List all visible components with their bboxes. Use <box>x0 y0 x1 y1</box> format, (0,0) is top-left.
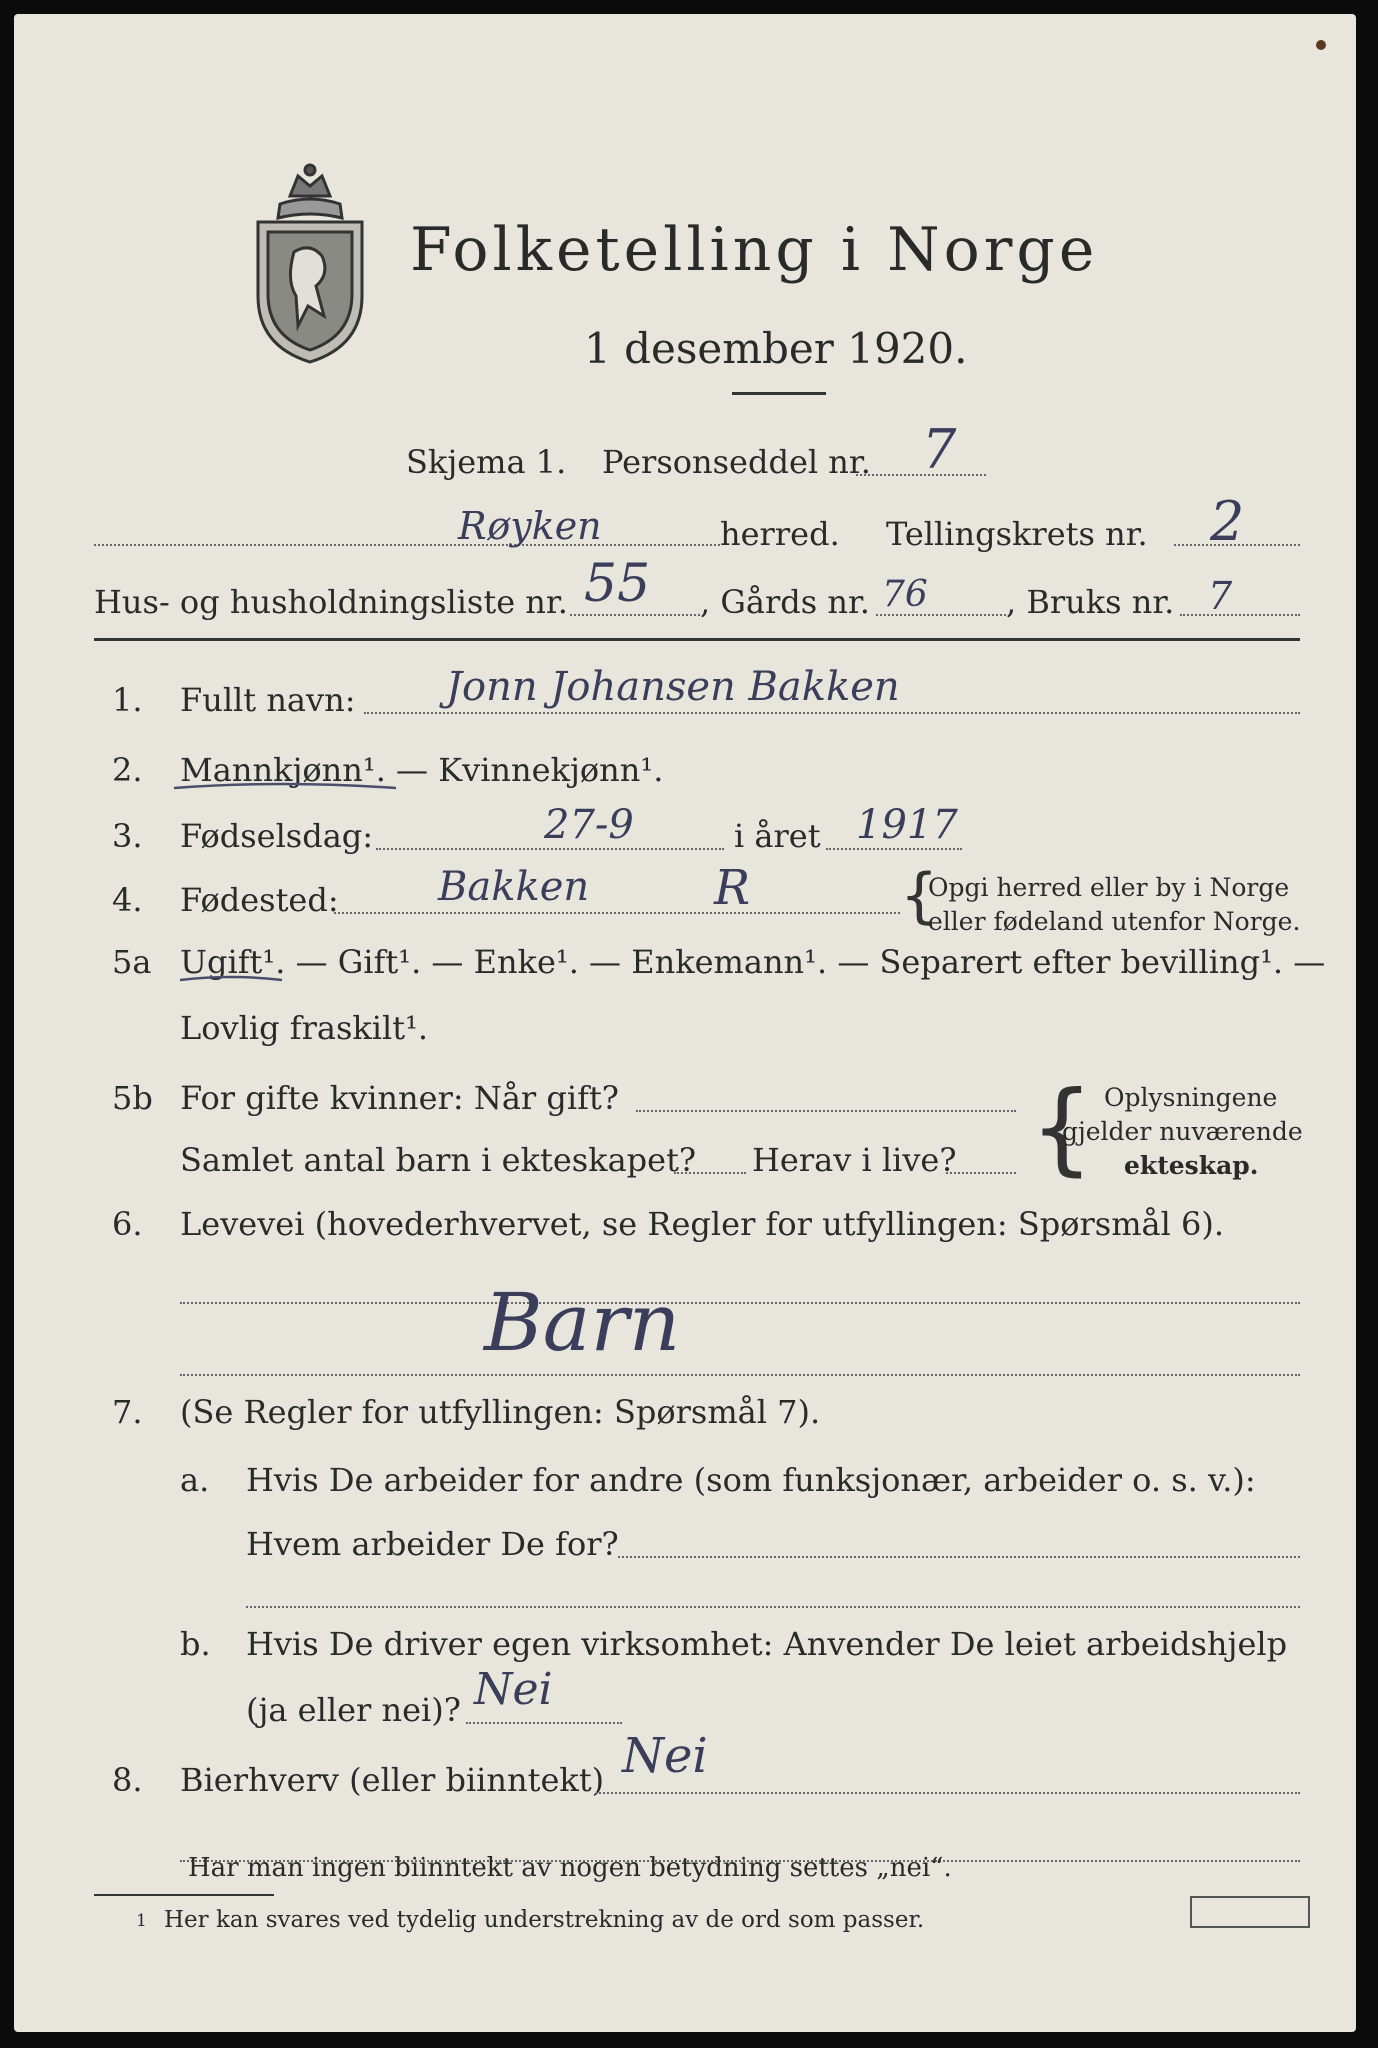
q4-number: 4. <box>112 881 143 919</box>
q4-value-mark: R <box>714 860 751 916</box>
q7a-letter: a. <box>180 1461 210 1499</box>
q3-year-line <box>826 848 962 850</box>
form-title: Folketelling i Norge <box>410 215 1099 285</box>
bruks-label: , Bruks nr. <box>1006 583 1175 621</box>
q4-line <box>334 912 900 914</box>
q5b-line-1 <box>636 1110 1016 1112</box>
herred-value: Røyken <box>458 504 602 548</box>
husliste-value: 55 <box>584 554 651 614</box>
q8-number: 8. <box>112 1761 143 1799</box>
q4-value: Bakken <box>438 864 590 910</box>
q7a-line-2 <box>246 1606 1300 1608</box>
q4-label: Fødested: <box>180 881 339 919</box>
q2-label: Mannkjønn¹. — Kvinnekjønn¹. <box>180 751 664 789</box>
bruks-line <box>1180 614 1300 616</box>
q1-line <box>364 712 1300 714</box>
q5b-brace: { <box>1030 1069 1094 1186</box>
personseddel-value: 7 <box>922 418 957 481</box>
q3-number: 3. <box>112 817 143 855</box>
personseddel-line <box>856 474 986 476</box>
gards-value: 76 <box>882 574 928 615</box>
q5b-label-2: Samlet antal barn i ekteskapet? <box>180 1141 697 1179</box>
skjema-label: Skjema 1. <box>406 443 567 481</box>
q1-number: 1. <box>112 681 143 719</box>
footnote-mark: 1 <box>136 1911 147 1931</box>
footer-note: Har man ingen biinntekt av nogen betydning settes „nei“. <box>188 1853 952 1883</box>
q4-note-2: eller fødeland utenfor Norge. <box>928 907 1301 936</box>
husliste-label: Hus- og husholdningsliste nr. <box>94 583 568 621</box>
gards-label: , Gårds nr. <box>700 583 870 621</box>
q5b-note-3: ekteskap. <box>1124 1151 1259 1180</box>
tellingskrets-label: Tellingskrets nr. <box>886 515 1148 553</box>
census-date: 1 desember 1920. <box>584 324 968 373</box>
q7b-letter: b. <box>180 1625 211 1663</box>
q7a-label-2: Hvem arbeider De for? <box>246 1525 619 1563</box>
footnote-rule <box>94 1894 274 1896</box>
tellingskrets-value: 2 <box>1210 490 1245 553</box>
q3-year-label: i året <box>734 817 821 855</box>
q5b-number: 5b <box>112 1079 153 1117</box>
husliste-line <box>570 614 700 616</box>
q1-label: Fullt navn: <box>180 681 356 719</box>
q6-label: Levevei (hovederhvervet, se Regler for utfyllingen: Spørsmål 6). <box>180 1205 1225 1243</box>
q8-line-1 <box>596 1792 1300 1794</box>
bruks-value: 7 <box>1208 574 1233 618</box>
q5b-note-1: Oplysningene <box>1104 1083 1278 1112</box>
q3-label: Fødselsdag: <box>180 817 374 855</box>
herred-line <box>94 544 720 546</box>
q2-number: 2. <box>112 751 143 789</box>
q5b-label: For gifte kvinner: Når gift? <box>180 1079 619 1117</box>
q8-value: Nei <box>622 1728 708 1784</box>
q3-line <box>376 848 724 850</box>
q5b-label-3: Herav i live? <box>752 1141 957 1179</box>
q6-line-1 <box>180 1302 1300 1304</box>
ink-dot <box>1316 40 1326 50</box>
q4-brace: { <box>900 861 939 931</box>
title-rule <box>732 392 826 395</box>
q5a-label-2: Lovlig fraskilt¹. <box>180 1009 429 1047</box>
q7b-label-2: (ja eller nei)? <box>246 1691 461 1729</box>
printer-stamp <box>1190 1896 1310 1928</box>
q7b-line <box>466 1722 622 1724</box>
q2-underline <box>170 778 400 798</box>
q3-year-value: 1917 <box>856 802 958 848</box>
q7a-line-1 <box>618 1556 1300 1558</box>
header-divider <box>94 638 1300 641</box>
q6-line-2 <box>180 1374 1300 1376</box>
q3-value: 27-9 <box>544 802 634 848</box>
q7-label: (Se Regler for utfyllingen: Spørsmål 7). <box>180 1393 821 1431</box>
q5a-number: 5a <box>112 943 152 981</box>
q8-label: Bierhverv (eller biinntekt) <box>180 1761 605 1799</box>
q5a-label: Ugift¹. — Gift¹. — Enke¹. — Enkemann¹. — Separert efter bevilling¹. — <box>180 943 1326 981</box>
q7b-value: Nei <box>474 1664 553 1715</box>
q5b-line-2 <box>674 1172 746 1174</box>
q5b-line-3 <box>946 1172 1016 1174</box>
footnote-text: Her kan svares ved tydelig understrekning av de ord som passer. <box>164 1907 925 1933</box>
coat-of-arms-icon <box>250 156 370 370</box>
census-form <box>14 14 1356 2032</box>
q5b-note-2: gjelder nuværende <box>1062 1117 1303 1146</box>
herred-label: herred. <box>720 515 840 553</box>
q6-number: 6. <box>112 1205 143 1243</box>
q5a-underline <box>176 972 286 990</box>
q4-note-1: Opgi herred eller by i Norge <box>928 873 1290 902</box>
q6-value: Barn <box>484 1276 681 1369</box>
q7a-label: Hvis De arbeider for andre (som funksjonær, arbeider o. s. v.): <box>246 1461 1256 1499</box>
personseddel-label: Personseddel nr. <box>602 443 871 481</box>
q7b-label: Hvis De driver egen virksomhet: Anvender De leiet arbeidshjelp <box>246 1625 1288 1663</box>
q7-number: 7. <box>112 1393 143 1431</box>
q1-value: Jonn Johansen Bakken <box>446 664 900 710</box>
